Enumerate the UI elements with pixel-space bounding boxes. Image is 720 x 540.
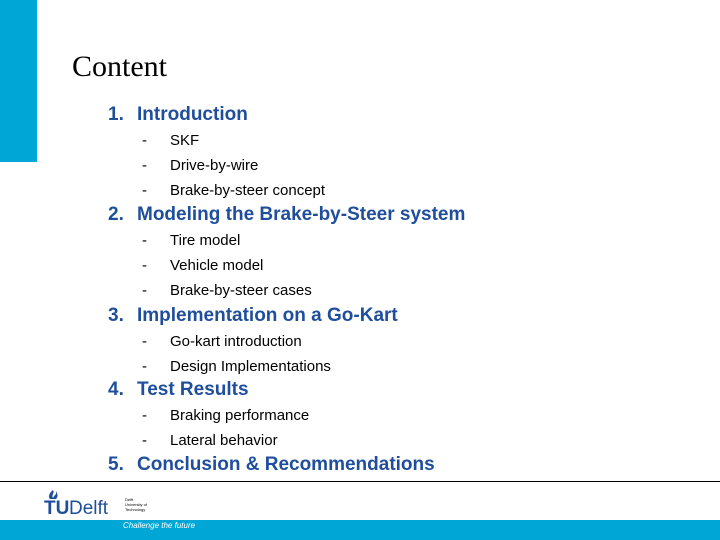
bullet-text: Vehicle model bbox=[170, 257, 264, 274]
section-number: 1. bbox=[108, 104, 124, 125]
outline-bullet bbox=[142, 182, 325, 199]
bullet-marker: - bbox=[142, 407, 147, 424]
section-heading bbox=[108, 305, 398, 327]
bullet-text: Braking performance bbox=[170, 407, 310, 424]
section-number: 4. bbox=[108, 379, 124, 400]
bullet-text: Brake-by-steer concept bbox=[170, 182, 326, 199]
outline-bullet bbox=[142, 282, 312, 299]
bullet-marker: - bbox=[142, 432, 147, 449]
outline-bullet bbox=[142, 257, 263, 274]
footer-divider bbox=[0, 481, 720, 482]
bullet-marker: - bbox=[142, 132, 147, 149]
outline-bullet bbox=[142, 358, 331, 375]
bullet-marker: - bbox=[142, 257, 147, 274]
footer-tagline: Challenge the future bbox=[123, 521, 196, 530]
section-number: 2. bbox=[108, 204, 124, 225]
section-heading-text: Test Results bbox=[137, 379, 249, 400]
bullet-text: Go-kart introduction bbox=[170, 333, 302, 350]
section-heading-text: Conclusion & Recommendations bbox=[137, 454, 435, 475]
bullet-marker: - bbox=[142, 182, 147, 199]
bullet-marker: - bbox=[142, 232, 147, 249]
section-heading bbox=[108, 454, 435, 476]
svg-text:Delft: Delft bbox=[69, 498, 109, 516]
bullet-text: Brake-by-steer cases bbox=[170, 282, 312, 299]
bullet-text: Design Implementations bbox=[170, 358, 331, 375]
bullet-text: Lateral behavior bbox=[170, 432, 278, 449]
bullet-text: Drive-by-wire bbox=[170, 157, 259, 174]
tudelft-logo bbox=[44, 488, 124, 516]
outline-bullet bbox=[142, 232, 240, 249]
slide-title: Content bbox=[72, 50, 167, 83]
section-heading-text: Modeling the Brake-by-Steer system bbox=[137, 204, 466, 225]
bullet-marker: - bbox=[142, 157, 147, 174]
bullet-marker: - bbox=[142, 282, 147, 299]
logo-text: TU bbox=[44, 498, 70, 516]
section-heading bbox=[108, 104, 248, 126]
section-number: 3. bbox=[108, 305, 124, 326]
outline-bullet bbox=[142, 333, 302, 350]
section-heading bbox=[108, 204, 465, 226]
section-heading-text: Implementation on a Go-Kart bbox=[137, 305, 398, 326]
bullet-text: SKF bbox=[170, 132, 200, 149]
bullet-text: Tire model bbox=[170, 232, 241, 249]
bullet-marker: - bbox=[142, 333, 147, 350]
section-heading-text: Introduction bbox=[137, 104, 248, 125]
section-heading bbox=[108, 379, 249, 401]
section-number: 5. bbox=[108, 454, 124, 475]
logo-subtext: Delft University of Technology bbox=[125, 497, 148, 512]
outline-bullet bbox=[142, 432, 278, 449]
outline-bullet bbox=[142, 407, 309, 424]
footer-bar bbox=[0, 520, 720, 540]
outline-bullet bbox=[142, 132, 199, 149]
outline-bullet bbox=[142, 157, 258, 174]
bullet-marker: - bbox=[142, 358, 147, 375]
